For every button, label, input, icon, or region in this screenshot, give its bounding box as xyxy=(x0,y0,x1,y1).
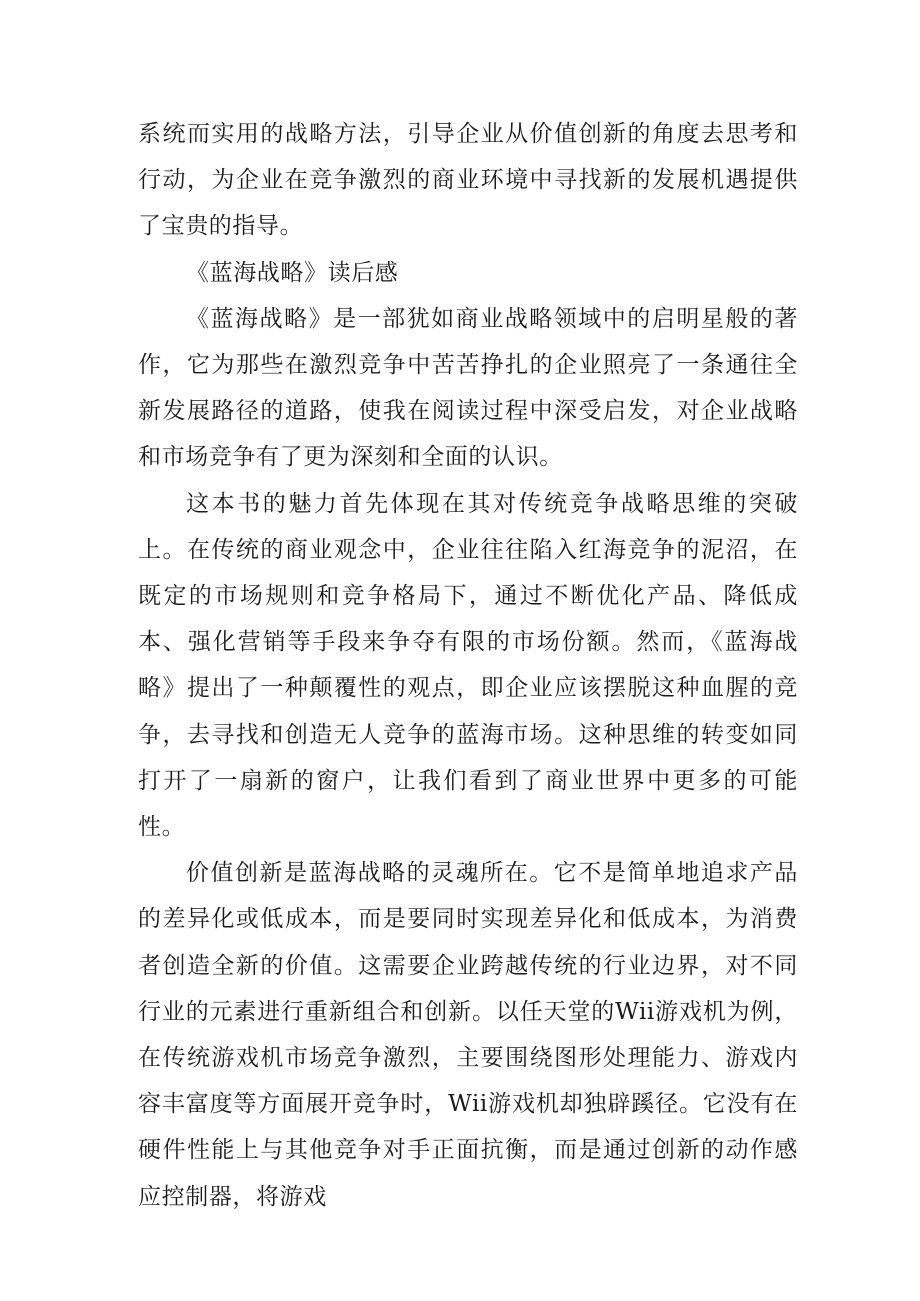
paragraph-continuation: 系统而实用的战略方法，引导企业从价值创新的角度去思考和行动，为企业在竞争激烈的商业环境中寻找新的发展机遇提供了宝贵的指导。 xyxy=(138,121,798,240)
paragraph: 价值创新是蓝海战略的灵魂所在。它不是简单地追求产品的差异化或低成本，而是要同时实现差异化和低成本，为消费者创造全新的价值。这需要企业跨越传统的行业边界，对不同行业的元素进行重新组合和创新。以任天堂的Wii游戏机为例，在传统游戏机市场竞争激烈，主要围绕图形处理能力、游戏内容丰富度等方面展开竞争时，Wii游戏机却独辟蹊径。它没有在硬件性能上与其他竞争对手正面抗衡，而是通过创新的动作感应控制器，将游戏 xyxy=(138,860,798,1210)
paragraph: 这本书的魅力首先体现在其对传统竞争战略思维的突破上。在传统的商业观念中，企业往往陷入红海竞争的泥沼，在既定的市场规则和竞争格局下，通过不断优化产品、降低成本、强化营销等手段来争夺有限的市场份额。然而，《蓝海战略》提出了一种颠覆性的观点，即企业应该摆脱这种血腥的竞争，去寻找和创造无人竞争的蓝海市场。这种思维的转变如同打开了一扇新的窗户，让我们看到了商业世界中更多的可能性。 xyxy=(138,490,798,841)
paragraph: 《蓝海战略》是一部犹如商业战略领域中的启明星般的著作，它为那些在激烈竞争中苦苦挣扎的企业照亮了一条通往全新发展路径的道路，使我在阅读过程中深受启发，对企业战略和市场竞争有了更为深刻和全面的认识。 xyxy=(138,305,798,471)
document-body xyxy=(138,111,798,1220)
section-heading: 《蓝海战略》读后感 xyxy=(186,259,399,286)
